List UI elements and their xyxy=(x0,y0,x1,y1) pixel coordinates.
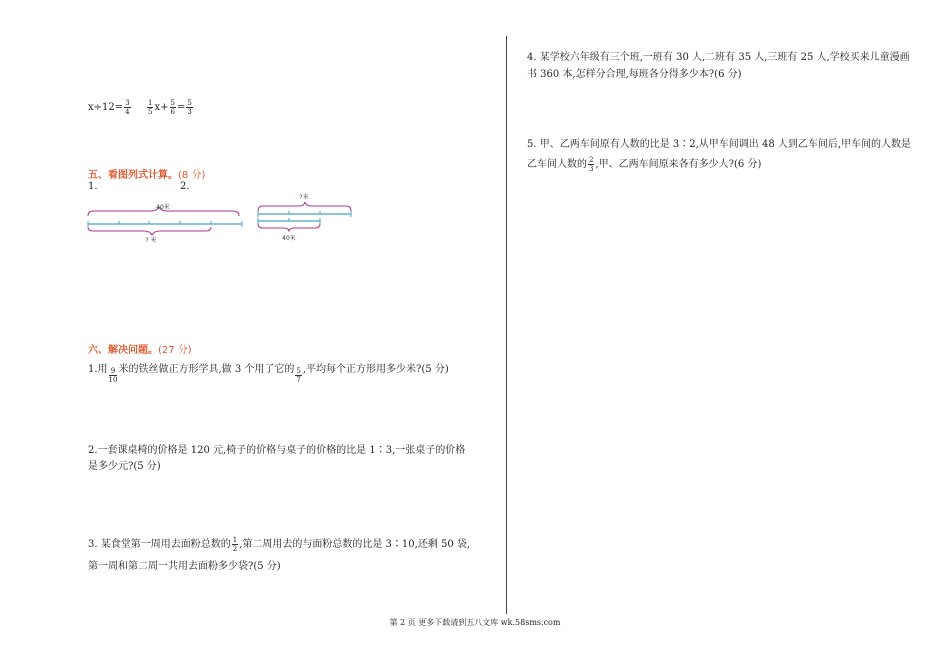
question-1: 1.用 $\frac{9}{10}$ 米的铁丝做正方形学具,做 3 个用了它的 $\frac{5}{7}$ ,平均每个正方形用多少米?(5 分) xyxy=(88,364,449,384)
fraction: $\frac{5}{6}$ xyxy=(170,99,175,116)
section-6-heading: 六、解决问题。(27 分) xyxy=(88,345,192,356)
bottom-label: ? 米 xyxy=(145,237,157,244)
question-3-line-2: 第一周和第二周一共用去面粉多少袋?(5 分) xyxy=(88,561,281,572)
section-5-heading: 五、看图列式计算。(8 分) xyxy=(88,170,206,181)
fraction: $\frac{9}{10}$ xyxy=(108,367,118,384)
question-5-line-1: 5. 甲、乙两车间原有人数的比是 3∶2,从甲车间调出 48 人到乙车间后,甲车间的人数是 xyxy=(527,139,912,150)
equation-1: x÷12= $\frac{3}{4}$ xyxy=(88,99,130,116)
bottom-brace xyxy=(258,224,320,231)
top-label: ?米 xyxy=(299,194,309,201)
fraction: $\frac{1}{5}$ xyxy=(148,99,153,116)
equation-2: $\frac{1}{5}$ x+ $\frac{5}{6}$ = $\frac{5}{3}$ xyxy=(148,99,192,116)
problem-label-1: 1. xyxy=(88,181,98,192)
top-brace xyxy=(258,202,351,211)
question-2-line-1: 2.一套课桌椅的价格是 120 元,椅子的价格与桌子的价格的比是 1∶3,一张桌子的价格 xyxy=(88,445,466,456)
question-4-line-2: 书 360 本,怎样分合理,每班各分得多少本?(6 分) xyxy=(527,69,742,80)
column-divider xyxy=(506,36,507,614)
fraction: $\frac{3}{4}$ xyxy=(125,99,130,116)
fraction: $\frac{5}{7}$ xyxy=(296,367,301,384)
fraction: $\frac{2}{3}$ xyxy=(589,156,594,173)
fraction: $\frac{1}{2}$ xyxy=(232,536,238,553)
fraction: $\frac{5}{3}$ xyxy=(187,99,192,116)
bottom-label: 40米 xyxy=(282,235,296,242)
question-4-line-1: 4. 某学校六年级有三个班,一班有 30 人,二班有 35 人,三班有 25 人,学校买来儿童漫画 xyxy=(527,52,910,63)
page-footer: 第 2 页 更多下载请到五八文库 wk.58sms.com xyxy=(389,618,561,627)
segment-diagram-1 xyxy=(85,200,250,248)
question-5-line-2: 乙车间人数的 $\frac{2}{3}$ ,甲、乙两车间原来各有多少人?(6 分) xyxy=(527,156,762,173)
bottom-brace xyxy=(88,227,211,235)
question-2-line-2: 是多少元?(5 分) xyxy=(88,461,161,472)
question-3-line-1: 3. 某食堂第一周用去面粉总数的 $\frac{1}{2}$ ,第二周用去的与面粉总数的比是 3∶10,还剩 50 袋, xyxy=(88,536,471,553)
top-label: 40米 xyxy=(156,204,170,211)
segment-diagram-2 xyxy=(255,190,355,242)
problem-label-2: 2. xyxy=(180,181,190,192)
